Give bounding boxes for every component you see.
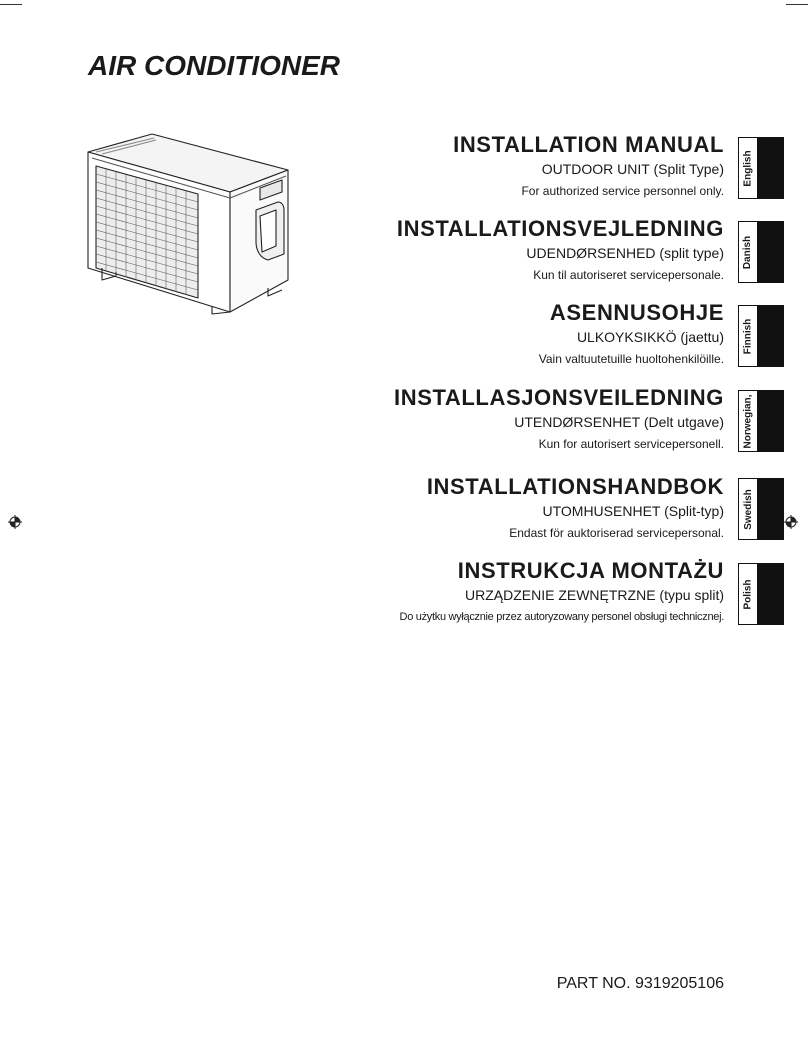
language-tab-label: English [742, 149, 754, 187]
registration-mark-icon [784, 515, 798, 529]
section-heading: INSTRUKCJA MONTAŻU [457, 558, 724, 583]
section-subtitle: ULKOYKSIKKÖ (jaettu) [576, 329, 724, 345]
section-finnish [304, 300, 724, 367]
section-heading: INSTALLATIONSHANDBOK [426, 474, 724, 499]
section-danish [304, 216, 724, 283]
section-note: Kun til autoriseret servicepersonale. [533, 268, 724, 282]
section-subtitle: UDENDØRSENHED (split type) [526, 245, 724, 261]
crop-mark-top-left [0, 4, 22, 5]
section-subtitle: OUTDOOR UNIT (Split Type) [541, 161, 724, 177]
section-subtitle: UTENDØRSENHET (Delt utgave) [514, 414, 724, 430]
language-tab-label: Norwegian, [742, 394, 754, 448]
language-tab-danish [738, 221, 784, 283]
language-tab-label: Polish [742, 578, 754, 610]
section-polish [304, 558, 724, 625]
part-number: PART NO. 9319205106 [556, 975, 724, 992]
section-heading: INSTALLATIONSVEJLEDNING [396, 216, 724, 241]
language-tab-finnish [738, 305, 784, 367]
section-swedish [304, 474, 724, 541]
language-tab-label: Finnish [742, 318, 754, 354]
crop-mark-top-right [786, 4, 808, 5]
section-note: Endast för auktoriserad servicepersonal. [509, 526, 724, 540]
language-tab-label: Swedish [742, 488, 754, 530]
section-subtitle: UTOMHUSENHET (Split-typ) [542, 503, 724, 519]
registration-mark-icon [8, 515, 22, 529]
section-heading: ASENNUSOHJE [549, 300, 724, 325]
language-tab-english [738, 137, 784, 199]
section-note: For authorized service personnel only. [521, 184, 724, 198]
section-english [304, 132, 724, 199]
outdoor-unit-icon [82, 130, 302, 315]
section-subtitle: URZĄDZENIE ZEWNĘTRZNE (typu split) [464, 587, 724, 603]
language-tab-polish [738, 563, 784, 625]
section-note: Do użytku wyłącznie przez autoryzowany personel obsługi technicznej. [399, 611, 724, 623]
language-tab-swedish [738, 478, 784, 540]
section-heading: INSTALLASJONSVEILEDNING [394, 385, 724, 410]
document-title: AIR CONDITIONER [88, 50, 340, 81]
section-norwegian [304, 385, 724, 452]
section-note: Kun for autorisert servicepersonell. [538, 437, 724, 451]
language-tab-label: Danish [742, 235, 754, 269]
section-heading: INSTALLATION MANUAL [453, 132, 724, 157]
language-tab-norwegian [738, 390, 784, 452]
section-note: Vain valtuutetuille huoltohenkilöille. [538, 352, 724, 366]
